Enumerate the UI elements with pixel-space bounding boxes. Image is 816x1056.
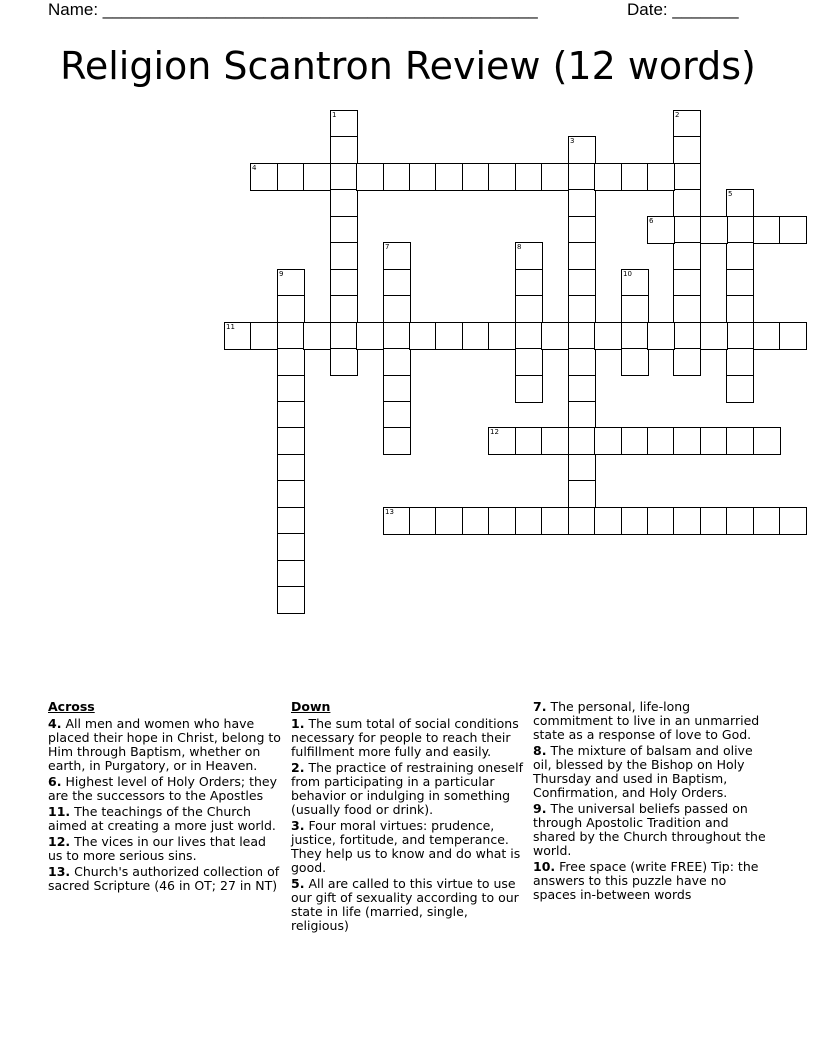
grid-cell[interactable] bbox=[383, 427, 411, 455]
grid-cell[interactable] bbox=[621, 348, 649, 376]
grid-cell[interactable] bbox=[515, 507, 543, 535]
grid-cell[interactable] bbox=[779, 507, 807, 535]
grid-cell[interactable] bbox=[568, 189, 596, 217]
grid-cell[interactable] bbox=[673, 348, 701, 376]
grid-cell[interactable] bbox=[515, 427, 543, 455]
grid-cell[interactable] bbox=[568, 480, 596, 508]
grid-cell[interactable] bbox=[277, 401, 305, 429]
grid-cell[interactable] bbox=[673, 322, 701, 350]
grid-cell[interactable] bbox=[673, 427, 701, 455]
grid-cell[interactable] bbox=[330, 242, 358, 270]
clue-item bbox=[291, 761, 527, 817]
down-heading: Down bbox=[291, 699, 331, 714]
clue-number: 11. bbox=[48, 804, 71, 819]
grid-cell[interactable] bbox=[673, 295, 701, 323]
clue-text: The universal beliefs passed on through Apostolic Tradition and shared by the Church throughout the world. bbox=[533, 801, 766, 858]
name-label: Name: ______________________________________________ bbox=[48, 0, 538, 19]
clue-number: 3. bbox=[291, 818, 305, 833]
grid-cell[interactable] bbox=[621, 507, 649, 535]
clue-text: The vices in our lives that lead us to more serious sins. bbox=[48, 834, 266, 863]
clue-number: 7. bbox=[533, 699, 547, 714]
clue-item bbox=[533, 700, 769, 742]
grid-cell[interactable] bbox=[673, 269, 701, 297]
grid-cell[interactable] bbox=[541, 507, 569, 535]
grid-cell[interactable] bbox=[594, 163, 622, 191]
clue-item bbox=[533, 744, 769, 800]
grid-cell[interactable] bbox=[277, 295, 305, 323]
grid-cell[interactable] bbox=[277, 348, 305, 376]
clue-text: The sum total of social conditions necessary for people to reach their fulfillment more fully and easily. bbox=[291, 716, 519, 759]
grid-cell[interactable] bbox=[726, 375, 754, 403]
grid-cell[interactable] bbox=[594, 427, 622, 455]
grid-cell[interactable] bbox=[277, 322, 305, 350]
clue-number: 2. bbox=[291, 760, 305, 775]
clue-number-label: 11 bbox=[226, 323, 235, 331]
grid-cell[interactable] bbox=[488, 507, 516, 535]
clue-item bbox=[291, 819, 527, 875]
grid-cell[interactable] bbox=[330, 295, 358, 323]
grid-cell[interactable] bbox=[647, 322, 675, 350]
clue-number-label: 6 bbox=[649, 217, 654, 225]
grid-cell[interactable] bbox=[515, 242, 543, 270]
clue-number-label: 8 bbox=[517, 243, 522, 251]
grid-cell[interactable] bbox=[700, 427, 728, 455]
grid-cell[interactable] bbox=[383, 401, 411, 429]
grid-cell[interactable] bbox=[277, 163, 305, 191]
clue-number-label: 1 bbox=[332, 111, 337, 119]
grid-cell[interactable] bbox=[726, 295, 754, 323]
grid-cell[interactable] bbox=[568, 348, 596, 376]
grid-cell[interactable] bbox=[673, 110, 701, 138]
grid-cell[interactable] bbox=[383, 295, 411, 323]
clue-number: 1. bbox=[291, 716, 305, 731]
grid-cell[interactable] bbox=[568, 322, 596, 350]
grid-cell[interactable] bbox=[515, 163, 543, 191]
grid-cell[interactable] bbox=[753, 216, 781, 244]
grid-cell[interactable] bbox=[568, 269, 596, 297]
clue-item bbox=[48, 865, 284, 893]
grid-cell[interactable] bbox=[700, 507, 728, 535]
grid-cell[interactable] bbox=[541, 427, 569, 455]
grid-cell[interactable] bbox=[515, 269, 543, 297]
grid-cell[interactable] bbox=[515, 375, 543, 403]
clue-number: 4. bbox=[48, 716, 62, 731]
clue-number-label: 13 bbox=[385, 508, 394, 516]
clue-number: 5. bbox=[291, 876, 305, 891]
grid-cell[interactable] bbox=[568, 295, 596, 323]
grid-cell[interactable] bbox=[409, 322, 437, 350]
clue-number-label: 5 bbox=[728, 190, 733, 198]
grid-cell[interactable] bbox=[568, 216, 596, 244]
grid-cell[interactable] bbox=[621, 163, 649, 191]
grid-cell[interactable] bbox=[541, 322, 569, 350]
grid-cell[interactable] bbox=[277, 269, 305, 297]
grid-cell[interactable] bbox=[726, 507, 754, 535]
grid-cell[interactable] bbox=[568, 375, 596, 403]
clue-number-label: 12 bbox=[490, 428, 499, 436]
grid-cell[interactable] bbox=[356, 322, 384, 350]
grid-cell[interactable] bbox=[647, 163, 675, 191]
grid-cell[interactable] bbox=[541, 163, 569, 191]
grid-cell[interactable] bbox=[224, 322, 252, 350]
grid-cell[interactable] bbox=[515, 348, 543, 376]
grid-cell[interactable] bbox=[726, 322, 754, 350]
clue-item bbox=[48, 717, 284, 773]
clue-item bbox=[533, 860, 769, 902]
grid-cell[interactable] bbox=[647, 507, 675, 535]
clue-text: Free space (write FREE) Tip: the answers to this puzzle have no spaces in-between words bbox=[533, 859, 759, 902]
grid-cell[interactable] bbox=[726, 216, 754, 244]
grid-cell[interactable] bbox=[435, 322, 463, 350]
grid-cell[interactable] bbox=[303, 322, 331, 350]
grid-cell[interactable] bbox=[435, 163, 463, 191]
grid-cell[interactable] bbox=[568, 242, 596, 270]
clue-number: 9. bbox=[533, 801, 547, 816]
clue-text: Church's authorized collection of sacred Scripture (46 in OT; 27 in NT) bbox=[48, 864, 280, 893]
clue-text: Four moral virtues: prudence, justice, fortitude, and temperance. They help us to know and do what is good. bbox=[291, 818, 521, 875]
clue-item bbox=[533, 802, 769, 858]
grid-cell[interactable] bbox=[488, 322, 516, 350]
puzzle-title: Religion Scantron Review (12 words) bbox=[60, 44, 756, 88]
grid-cell[interactable] bbox=[330, 189, 358, 217]
down-clues-continued bbox=[533, 700, 769, 904]
clue-number: 10. bbox=[533, 859, 556, 874]
grid-cell[interactable] bbox=[726, 189, 754, 217]
grid-cell[interactable] bbox=[594, 322, 622, 350]
grid-cell[interactable] bbox=[779, 322, 807, 350]
clue-text: The mixture of balsam and olive oil, blessed by the Bishop on Holy Thursday and used in Baptism, Confirmation, and Holy Orders. bbox=[533, 743, 753, 800]
grid-cell[interactable] bbox=[673, 136, 701, 164]
across-clues bbox=[48, 700, 284, 895]
grid-cell[interactable] bbox=[647, 427, 675, 455]
grid-cell[interactable] bbox=[330, 110, 358, 138]
grid-cell[interactable] bbox=[621, 269, 649, 297]
grid-cell[interactable] bbox=[462, 507, 490, 535]
grid-cell[interactable] bbox=[277, 560, 305, 588]
across-heading: Across bbox=[48, 699, 95, 714]
clue-number-label: 4 bbox=[252, 164, 257, 172]
grid-cell[interactable] bbox=[726, 427, 754, 455]
grid-cell[interactable] bbox=[753, 507, 781, 535]
clue-number: 6. bbox=[48, 774, 62, 789]
grid-cell[interactable] bbox=[726, 348, 754, 376]
date-label: Date: _______ bbox=[627, 0, 739, 19]
clue-item bbox=[291, 877, 527, 933]
grid-cell[interactable] bbox=[277, 586, 305, 614]
down-clues bbox=[291, 700, 527, 935]
clue-text: All men and women who have placed their hope in Christ, belong to Him through Baptism, whether on earth, in Purgatory, or in Heaven. bbox=[48, 716, 281, 773]
grid-cell[interactable] bbox=[673, 189, 701, 217]
clue-number: 13. bbox=[48, 864, 71, 879]
clue-number: 12. bbox=[48, 834, 71, 849]
clue-text: The teachings of the Church aimed at creating a more just world. bbox=[48, 804, 276, 833]
clue-number-label: 9 bbox=[279, 270, 284, 278]
grid-cell[interactable] bbox=[753, 322, 781, 350]
grid-cell[interactable] bbox=[621, 322, 649, 350]
grid-cell[interactable] bbox=[515, 322, 543, 350]
grid-cell[interactable] bbox=[303, 163, 331, 191]
grid-cell[interactable] bbox=[383, 348, 411, 376]
grid-cell[interactable] bbox=[726, 242, 754, 270]
grid-cell[interactable] bbox=[700, 322, 728, 350]
grid-cell[interactable] bbox=[726, 269, 754, 297]
clue-item bbox=[48, 775, 284, 803]
grid-cell[interactable] bbox=[621, 427, 649, 455]
clue-number: 8. bbox=[533, 743, 547, 758]
grid-cell[interactable] bbox=[277, 427, 305, 455]
grid-cell[interactable] bbox=[277, 454, 305, 482]
grid-cell[interactable] bbox=[383, 375, 411, 403]
grid-cell[interactable] bbox=[277, 533, 305, 561]
clue-number-label: 2 bbox=[675, 111, 680, 119]
grid-cell[interactable] bbox=[568, 401, 596, 429]
grid-cell[interactable] bbox=[277, 375, 305, 403]
grid-cell[interactable] bbox=[621, 295, 649, 323]
clue-item bbox=[48, 805, 284, 833]
grid-cell[interactable] bbox=[753, 427, 781, 455]
grid-cell[interactable] bbox=[435, 507, 463, 535]
grid-cell[interactable] bbox=[277, 507, 305, 535]
grid-cell[interactable] bbox=[462, 163, 490, 191]
grid-cell[interactable] bbox=[673, 242, 701, 270]
grid-cell[interactable] bbox=[568, 136, 596, 164]
grid-cell[interactable] bbox=[488, 163, 516, 191]
grid-cell[interactable] bbox=[673, 216, 701, 244]
grid-cell[interactable] bbox=[383, 507, 411, 535]
grid-cell[interactable] bbox=[250, 163, 278, 191]
clue-item bbox=[48, 835, 284, 863]
grid-cell[interactable] bbox=[462, 322, 490, 350]
clue-text: The practice of restraining oneself from participating in a particular behavior or indulging in something (usually food or drink). bbox=[291, 760, 524, 817]
grid-cell[interactable] bbox=[568, 454, 596, 482]
grid-cell[interactable] bbox=[383, 322, 411, 350]
grid-cell[interactable] bbox=[356, 163, 384, 191]
grid-cell[interactable] bbox=[568, 507, 596, 535]
grid-cell[interactable] bbox=[383, 269, 411, 297]
grid-cell[interactable] bbox=[700, 216, 728, 244]
grid-cell[interactable] bbox=[383, 163, 411, 191]
grid-cell[interactable] bbox=[409, 163, 437, 191]
grid-cell[interactable] bbox=[515, 295, 543, 323]
grid-cell[interactable] bbox=[330, 322, 358, 350]
grid-cell[interactable] bbox=[568, 427, 596, 455]
clue-number-label: 10 bbox=[623, 270, 632, 278]
clue-text: All are called to this virtue to use our gift of sexuality according to our state in life (married, single, religious) bbox=[291, 876, 519, 933]
grid-cell[interactable] bbox=[647, 216, 675, 244]
grid-cell[interactable] bbox=[330, 136, 358, 164]
grid-cell[interactable] bbox=[383, 242, 411, 270]
grid-cell[interactable] bbox=[330, 216, 358, 244]
clue-number-label: 7 bbox=[385, 243, 390, 251]
grid-cell[interactable] bbox=[673, 163, 701, 191]
grid-cell[interactable] bbox=[409, 507, 437, 535]
grid-cell[interactable] bbox=[277, 480, 305, 508]
clue-text: The personal, life-long commitment to live in an unmarried state as a response of love to God. bbox=[533, 699, 760, 742]
grid-cell[interactable] bbox=[488, 427, 516, 455]
clue-number-label: 3 bbox=[570, 137, 575, 145]
grid-cell[interactable] bbox=[330, 269, 358, 297]
clue-item bbox=[291, 717, 527, 759]
grid-cell[interactable] bbox=[330, 348, 358, 376]
grid-cell[interactable] bbox=[673, 507, 701, 535]
grid-cell[interactable] bbox=[250, 322, 278, 350]
grid-cell[interactable] bbox=[594, 507, 622, 535]
clue-text: Highest level of Holy Orders; they are the successors to the Apostles bbox=[48, 774, 277, 803]
grid-cell[interactable] bbox=[779, 216, 807, 244]
grid-cell[interactable] bbox=[568, 163, 596, 191]
grid-cell[interactable] bbox=[330, 163, 358, 191]
